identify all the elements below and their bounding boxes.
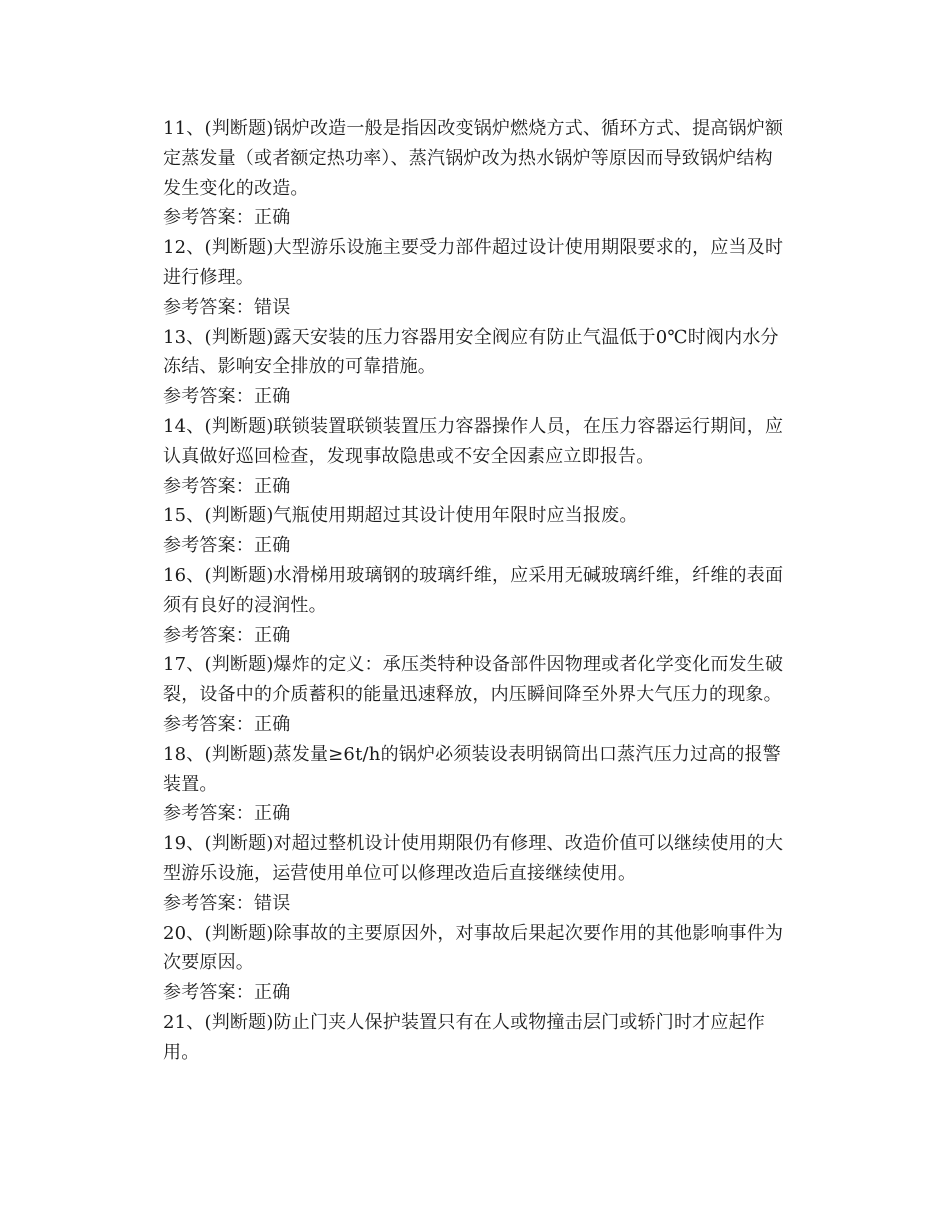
question-item-13 [163, 323, 788, 412]
answer-text: 参考答案：正确 [163, 624, 291, 646]
question-item-20 [163, 919, 788, 1008]
answer-text: 参考答案：正确 [163, 803, 291, 825]
question-text: 21、(判断题)防止门夹人保护装置只有在人或物撞击层门或轿门时才应起作用。 [163, 1011, 765, 1063]
answer-text: 参考答案：正确 [163, 475, 291, 497]
answer-text: 参考答案：正确 [163, 535, 291, 557]
question-item-19 [163, 829, 788, 918]
question-list [163, 114, 788, 1068]
question-text: 13、(判断题)露天安装的压力容器用安全阀应有防止气温低于0℃时阀内水分冻结、影响安全排放的可靠措施。 [163, 326, 779, 378]
question-text: 15、(判断题)气瓶使用期超过其设计使用年限时应当报废。 [163, 505, 638, 527]
question-text: 20、(判断题)除事故的主要原因外，对事故后果起次要作用的其他影响事件为次要原因。 [163, 922, 784, 974]
question-item-15 [163, 501, 788, 561]
answer-text: 参考答案：正确 [163, 207, 291, 229]
question-text: 14、(判断题)联锁装置联锁装置压力容器操作人员，在压力容器运行期间，应认真做好巡回检查，发现事故隐患或不安全因素应立即报告。 [163, 415, 784, 467]
question-item-17 [163, 650, 788, 739]
answer-text: 参考答案：正确 [163, 982, 291, 1004]
question-text: 12、(判断题)大型游乐设施主要受力部件超过设计使用期限要求的，应当及时进行修理。 [163, 237, 784, 288]
question-item-16 [163, 561, 788, 650]
question-item-21 [163, 1008, 788, 1068]
answer-text: 参考答案：错误 [163, 892, 291, 914]
question-item-14 [163, 412, 788, 501]
question-item-11 [163, 114, 788, 233]
question-text: 17、(判断题)爆炸的定义：承压类特种设备部件因物理或者化学变化而发生破裂，设备中的介质蓄积的能量迅速释放，内压瞬间降至外界大气压力的现象。 [163, 654, 784, 706]
question-text: 18、(判断题)蒸发量≥6t/h的锅炉必须装设表明锅筒出口蒸汽压力过高的报警装置。 [163, 743, 781, 795]
answer-text: 参考答案：错误 [163, 296, 291, 318]
question-text: 16、(判断题)水滑梯用玻璃钢的玻璃纤维，应采用无碱玻璃纤维，纤维的表面须有良好的浸润性。 [163, 564, 784, 616]
question-text: 11、(判断题)锅炉改造一般是指因改变锅炉燃烧方式、循环方式、提高锅炉额定蒸发量（或者额定热功率）、蒸汽锅炉改为热水锅炉等原因而导致锅炉结构发生变化的改造。 [163, 118, 784, 199]
question-item-18 [163, 740, 788, 829]
answer-text: 参考答案：正确 [163, 713, 291, 735]
question-item-12 [163, 233, 788, 322]
answer-text: 参考答案：正确 [163, 386, 291, 408]
question-text: 19、(判断题)对超过整机设计使用期限仍有修理、改造价值可以继续使用的大型游乐设施，运营使用单位可以修理改造后直接继续使用。 [163, 833, 784, 884]
